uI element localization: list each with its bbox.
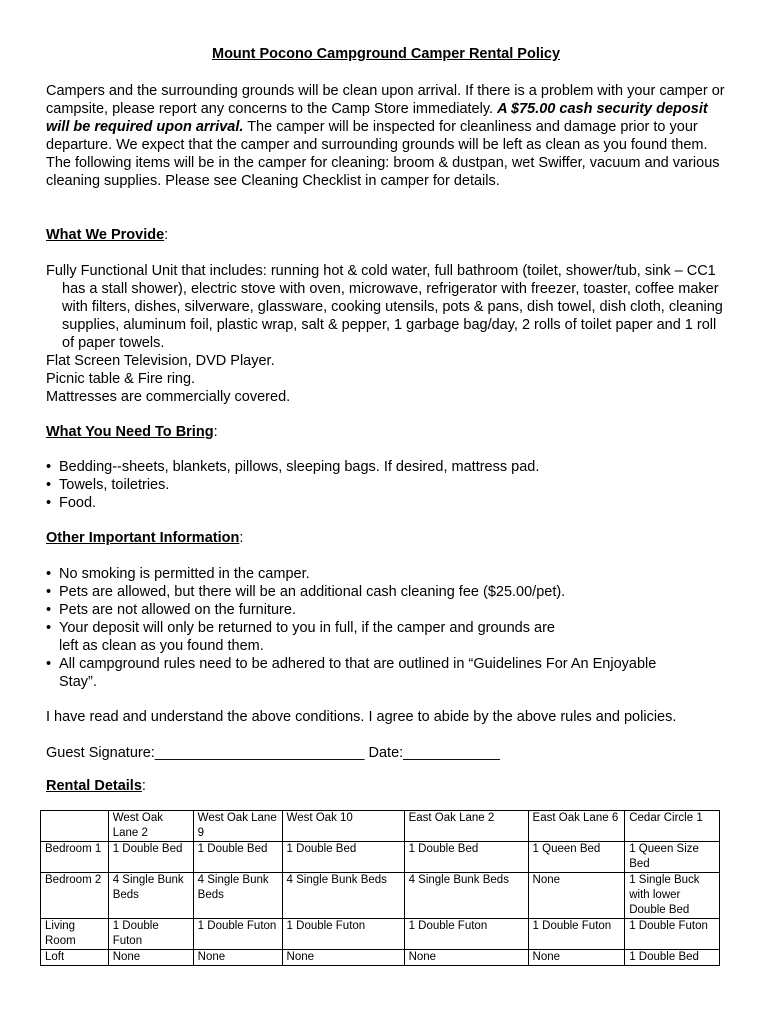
table-cell: 1 Double Futon — [108, 919, 193, 950]
intro-text-1: Campers and the surrounding grounds will be clean upon arrival. If there is a problem with your camper or campsite, please report any concerns to the Camp Store immediately. — [46, 83, 725, 117]
header-cell — [41, 811, 109, 842]
table-cell: None — [528, 873, 625, 919]
table-cell: 4 Single Bunk Beds — [108, 873, 193, 919]
table-cell: 1 Double Futon — [282, 919, 404, 950]
table-row — [41, 873, 720, 919]
rental-heading-text: Rental Details — [46, 778, 142, 794]
other-item: • Pets are not allowed on the furniture. — [46, 601, 586, 619]
table-cell: None — [193, 950, 282, 966]
signature-line[interactable]: Guest Signature:__________________________ Date:____________ — [46, 745, 500, 761]
deposit-notice: A $75.00 cash security deposit will be required upon arrival. — [46, 101, 708, 135]
provide-heading — [46, 226, 168, 244]
table-cell: 1 Double Bed — [193, 842, 282, 873]
other-heading-text: Other Important Information — [46, 530, 240, 546]
other-item: • Pets are allowed, but there will be an additional cash cleaning fee ($25.00/pet). — [46, 583, 739, 601]
table-row — [41, 919, 720, 950]
table-row — [41, 950, 720, 966]
table-cell: None — [528, 950, 625, 966]
table-row — [41, 842, 720, 873]
bring-heading-colon: : — [213, 424, 218, 440]
intro-paragraph — [46, 82, 726, 190]
provide-item: Picnic table & Fire ring. — [46, 371, 196, 387]
bring-heading-text: What You Need To Bring — [46, 424, 214, 440]
table-cell: 1 Double Bed — [108, 842, 193, 873]
table-cell: 1 Double Futon — [404, 919, 528, 950]
provide-item: Mattresses are commercially covered. — [46, 389, 291, 405]
rental-heading — [46, 777, 146, 795]
header-cell: West Oak 10 — [282, 811, 404, 842]
provide-item: Fully Functional Unit that includes: running hot & cold water, full bathroom (toilet, shower/tub, sink – CC1 has a stall shower), electric stove with oven, microwave, refrigerator with freezer, toaster, coffee maker with filters, dishes, silverware, glassware, cooking utensils, pots & pans, dish towel, dish cloth, cleaning supplies, aluminum foil, plastic wrap, salt & pepper, 1 garbage bag/day, 2 rolls of toilet paper and 1 roll of paper towels. — [46, 263, 723, 351]
table-header-row — [41, 811, 720, 842]
header-cell: West Oak Lane 2 — [108, 811, 193, 842]
header-cell: Cedar Circle 1 — [625, 811, 720, 842]
header-cell: East Oak Lane 2 — [404, 811, 528, 842]
bring-item: • Towels, toiletries. — [46, 476, 726, 494]
other-item: • All campground rules need to be adhered to that are outlined in “Guidelines For An Enjoyable Stay”. — [46, 655, 689, 691]
provide-list — [46, 262, 726, 406]
header-cell: East Oak Lane 6 — [528, 811, 625, 842]
table-cell: 4 Single Bunk Beds — [282, 873, 404, 919]
agreement-statement: I have read and understand the above conditions. I agree to abide by the above rules and policies. — [46, 709, 677, 725]
bring-item: • Food. — [46, 494, 726, 512]
table-cell: 1 Double Futon — [528, 919, 625, 950]
table-cell: 1 Double Futon — [193, 919, 282, 950]
rental-table — [40, 810, 720, 966]
table-cell: None — [108, 950, 193, 966]
row-label-cell: Loft — [41, 950, 109, 966]
other-heading — [46, 529, 243, 547]
table-cell: 4 Single Bunk Beds — [193, 873, 282, 919]
other-item: • Your deposit will only be returned to you in full, if the camper and grounds are left as clean as you found them. — [46, 619, 564, 655]
provide-heading-text: What We Provide — [46, 227, 165, 243]
page-title: Mount Pocono Campground Camper Rental Policy — [211, 46, 561, 62]
bring-heading — [46, 423, 218, 441]
table-cell: 1 Single Buck with lower Double Bed — [625, 873, 720, 919]
other-list — [46, 565, 657, 691]
other-heading-colon: : — [239, 530, 244, 546]
table-cell: 1 Double Bed — [625, 950, 720, 966]
header-cell: West Oak Lane 9 — [193, 811, 282, 842]
row-label-cell: Living Room — [41, 919, 109, 950]
table-cell: 1 Double Futon — [625, 919, 720, 950]
table-cell: None — [282, 950, 404, 966]
table-cell: 1 Queen Size Bed — [625, 842, 720, 873]
row-label-cell: Bedroom 1 — [41, 842, 109, 873]
table-cell: None — [404, 950, 528, 966]
table-cell: 1 Double Bed — [404, 842, 528, 873]
rental-heading-colon: : — [141, 778, 146, 794]
other-item: • No smoking is permitted in the camper. — [46, 565, 586, 583]
bring-list — [46, 458, 726, 512]
provide-heading-colon: : — [164, 227, 169, 243]
table-cell: 1 Double Bed — [282, 842, 404, 873]
row-label-cell: Bedroom 2 — [41, 873, 109, 919]
intro-text-2: The camper will be inspected for cleanliness and damage prior to your departure. We expect that the camper and surrounding grounds will be left as clean as you found them. The following items will be in the camper for cleaning: broom & dustpan, wet Swiffer, vacuum and various cleaning supplies. Please see Cleaning Checklist in camper for details. — [46, 119, 720, 189]
table-cell: 4 Single Bunk Beds — [404, 873, 528, 919]
table-cell: 1 Queen Bed — [528, 842, 625, 873]
bring-item: • Bedding--sheets, blankets, pillows, sleeping bags. If desired, mattress pad. — [46, 458, 726, 476]
provide-item: Flat Screen Television, DVD Player. — [46, 353, 275, 369]
